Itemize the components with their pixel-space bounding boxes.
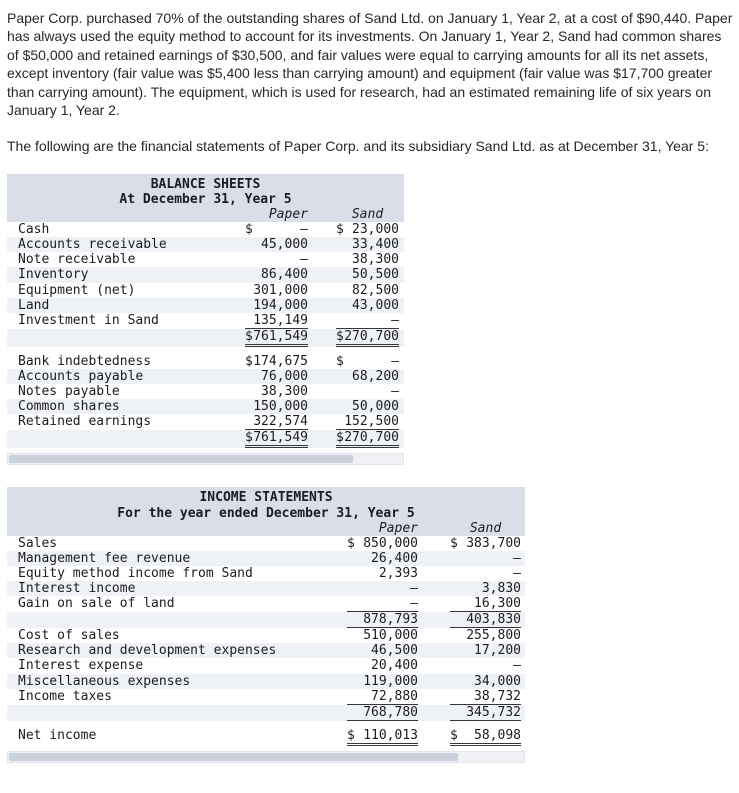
paper-amount-cell — [245, 283, 308, 298]
sand-amount-cell — [450, 612, 521, 628]
table-row — [7, 222, 404, 237]
balance-sheets-body — [7, 222, 404, 448]
currency-symbol: $ — [336, 353, 344, 369]
amount-value: 20,400 — [371, 658, 418, 674]
amount-value: — — [391, 384, 399, 400]
amount-value: — — [513, 550, 521, 566]
currency-symbol: $ — [336, 222, 344, 238]
table-row — [7, 384, 404, 399]
table-row — [7, 566, 525, 581]
sand-amount-cell — [336, 414, 399, 430]
table-row — [7, 551, 525, 566]
row-label: Note receivable — [18, 252, 136, 268]
amount-value: 850,000 — [363, 535, 418, 551]
horizontal-scrollbar[interactable] — [7, 751, 525, 763]
paper-amount-cell — [245, 222, 308, 237]
table-subtitle: For the year ended December 31, Year 5 — [117, 505, 415, 521]
amount-value: 50,000 — [352, 399, 399, 415]
row-label: Management fee revenue — [18, 550, 191, 566]
amount-value: 152,500 — [344, 414, 399, 430]
scrollbar-thumb[interactable] — [9, 455, 353, 463]
paper-amount-cell — [347, 658, 418, 673]
sand-amount-cell — [450, 536, 521, 551]
amount-value: — — [391, 312, 399, 328]
amount-value: 45,000 — [261, 237, 308, 253]
sand-amount-cell — [450, 596, 521, 612]
amount-value: 383,700 — [466, 535, 521, 551]
balance-sheets-table — [7, 174, 404, 466]
paper-amount-cell — [245, 252, 308, 267]
paper-amount-cell — [347, 689, 418, 705]
income-statements-table — [7, 487, 525, 763]
table-row — [7, 728, 525, 746]
row-label: Accounts receivable — [18, 237, 167, 253]
currency-symbol: $ — [347, 727, 355, 743]
row-label: Interest income — [18, 581, 136, 596]
amount-value: 68,200 — [352, 368, 399, 384]
paper-amount-cell — [347, 628, 418, 643]
row-label: Bank indebtedness — [18, 353, 152, 369]
paper-amount-cell — [347, 596, 418, 612]
sand-amount-cell — [450, 728, 521, 746]
sand-amount-cell — [450, 674, 521, 689]
table-row — [7, 283, 404, 298]
table-row — [7, 581, 525, 596]
section-gap — [7, 347, 404, 354]
table-row — [7, 612, 525, 628]
sand-amount-cell — [336, 298, 399, 313]
paper-amount-cell — [245, 354, 308, 369]
amount-value: 255,800 — [466, 628, 521, 644]
paper-amount-cell — [347, 566, 418, 581]
table-row — [7, 329, 404, 347]
paper-amount-cell — [245, 329, 308, 347]
table-row — [7, 674, 525, 689]
horizontal-scrollbar[interactable] — [7, 453, 404, 465]
amount-value: — — [410, 581, 418, 596]
sand-amount-cell — [336, 283, 399, 298]
amount-value: 34,000 — [474, 673, 521, 689]
row-label: Gain on sale of land — [18, 596, 175, 612]
table-row — [7, 369, 404, 384]
currency-symbol: $ — [347, 535, 355, 551]
table-row — [7, 596, 525, 612]
paper-amount-cell — [347, 536, 418, 551]
row-label: Cost of sales — [18, 628, 120, 644]
amount-value: — — [300, 252, 308, 268]
paper-amount-cell — [245, 414, 308, 430]
amount-value: — — [513, 565, 521, 581]
paper-amount-cell — [347, 705, 418, 721]
currency-symbol: $ — [245, 328, 253, 344]
sand-amount-cell — [336, 329, 399, 347]
table-row — [7, 658, 525, 673]
row-label: Sales — [18, 535, 58, 551]
row-label: Common shares — [18, 399, 120, 415]
amount-value: 26,400 — [371, 550, 418, 566]
amount-value: 43,000 — [352, 297, 399, 313]
sand-amount-cell — [336, 399, 399, 414]
row-label: Cash — [18, 222, 50, 238]
amount-value: 76,000 — [261, 368, 308, 384]
paper-amount-cell — [245, 267, 308, 282]
table-row — [7, 298, 404, 313]
amount-value: 761,549 — [253, 328, 308, 344]
section-gap — [7, 721, 525, 728]
sand-amount-cell — [336, 267, 399, 282]
amount-value: 38,300 — [261, 384, 308, 400]
amount-value: 270,700 — [344, 430, 399, 446]
amount-value: 761,549 — [253, 430, 308, 446]
table-row — [7, 643, 525, 658]
amount-value: 194,000 — [253, 297, 308, 313]
column-headers-row — [7, 207, 404, 222]
sand-column-header — [450, 521, 521, 536]
currency-symbol: $ — [245, 353, 253, 369]
amount-value: 403,830 — [466, 612, 521, 628]
sand-amount-cell — [450, 581, 521, 596]
row-label: Miscellaneous expenses — [18, 673, 191, 689]
table-row — [7, 237, 404, 252]
amount-value: 2,393 — [378, 565, 418, 581]
sand-amount-cell — [336, 369, 399, 384]
sand-amount-cell — [336, 430, 399, 448]
amount-value: 38,300 — [352, 252, 399, 268]
scrollbar-thumb[interactable] — [9, 753, 458, 761]
paper-column-header — [347, 521, 418, 536]
amount-value: 270,700 — [344, 328, 399, 344]
problem-statement-paragraph: Paper Corp. purchased 70% of the outstanding shares of Sand Ltd. on January 1, Year 2, at a cost of $90,440. Paper has always used the equity method to account for its investments. On January 1, Year 2, Sand had common shares of $50,000 and retained earnings of $30,500, and fair values were equal to carrying amounts for all its net assets, except inventory (fair value was $5,400 less than carrying amount) and equipment (fair value was $17,700 greater than carrying amount). The equipment, which is used for research, had an estimated remaining life of six years on January 1, Year 2. — [7, 10, 733, 119]
row-label: Equity method income from Sand — [18, 565, 253, 581]
currency-symbol: $ — [336, 328, 344, 344]
row-label: Notes payable — [18, 384, 120, 400]
paper-amount-cell — [347, 674, 418, 689]
amount-value: 119,000 — [363, 673, 418, 689]
sand-column-label: Sand — [469, 520, 502, 536]
amount-value: 301,000 — [253, 282, 308, 298]
row-label: Interest expense — [18, 658, 144, 674]
amount-value: 82,500 — [352, 282, 399, 298]
amount-value: 58,098 — [474, 727, 521, 743]
sand-amount-cell — [336, 313, 399, 329]
amount-value: 50,500 — [352, 267, 399, 283]
amount-value: 72,880 — [371, 688, 418, 704]
table-title: BALANCE SHEETS — [150, 176, 261, 192]
sand-amount-cell — [450, 689, 521, 705]
paper-amount-cell — [245, 369, 308, 384]
row-label: Investment in Sand — [18, 312, 159, 328]
row-label: Land — [18, 297, 50, 313]
amount-value: 135,149 — [253, 312, 308, 328]
currency-symbol: $ — [245, 430, 253, 446]
sand-amount-cell — [336, 252, 399, 267]
paper-amount-cell — [245, 399, 308, 414]
paper-column-label: Paper — [378, 520, 418, 536]
amount-value: 345,732 — [466, 704, 521, 720]
amount-value: 150,000 — [253, 399, 308, 415]
paper-amount-cell — [347, 612, 418, 628]
row-label: Equipment (net) — [18, 282, 136, 298]
amount-value: — — [300, 222, 308, 238]
amount-value: — — [513, 658, 521, 674]
amount-value: 38,732 — [474, 688, 521, 704]
sand-amount-cell — [450, 643, 521, 658]
table-bottom-padding — [7, 448, 404, 451]
sand-amount-cell — [450, 705, 521, 721]
row-label: Income taxes — [18, 688, 112, 704]
paper-amount-cell — [347, 643, 418, 658]
currency-symbol: $ — [450, 535, 458, 551]
table-row — [7, 313, 404, 329]
amount-value: 110,013 — [363, 727, 418, 743]
table-row — [7, 267, 404, 282]
sand-amount-cell — [450, 628, 521, 643]
amount-value: 23,000 — [352, 222, 399, 238]
income-statements-header — [7, 487, 525, 535]
balance-sheets-header — [7, 174, 404, 222]
column-headers-row — [7, 521, 525, 536]
table-row — [7, 628, 525, 643]
row-label: Inventory — [18, 267, 89, 283]
paper-column-label: Paper — [268, 207, 308, 223]
amount-value: 322,574 — [253, 414, 308, 430]
amount-value: 33,400 — [352, 237, 399, 253]
table-subtitle: At December 31, Year 5 — [119, 191, 292, 207]
currency-symbol: $ — [450, 727, 458, 743]
table-row — [7, 399, 404, 414]
row-label: Accounts payable — [18, 368, 144, 384]
sand-amount-cell — [336, 354, 399, 369]
amount-value: 510,000 — [363, 628, 418, 644]
paper-amount-cell — [245, 313, 308, 329]
amount-value: 768,780 — [363, 704, 418, 720]
paper-amount-cell — [347, 581, 418, 596]
row-label: Net income — [18, 727, 97, 743]
sand-amount-cell — [450, 566, 521, 581]
sand-amount-cell — [336, 237, 399, 252]
table-row — [7, 430, 404, 448]
paper-amount-cell — [245, 430, 308, 448]
row-label: Retained earnings — [18, 414, 152, 430]
currency-symbol: $ — [336, 430, 344, 446]
income-statements-body — [7, 536, 525, 746]
amount-value: 17,200 — [474, 643, 521, 659]
sand-column-label: Sand — [351, 207, 384, 223]
amount-value: 46,500 — [371, 643, 418, 659]
paper-amount-cell — [245, 384, 308, 399]
table-row — [7, 536, 525, 551]
paper-amount-cell — [347, 551, 418, 566]
amount-value: 174,675 — [253, 353, 308, 369]
currency-symbol: $ — [245, 222, 253, 238]
sand-amount-cell — [336, 384, 399, 399]
paper-amount-cell — [245, 237, 308, 252]
paper-column-header — [245, 207, 308, 222]
statements-intro-paragraph: The following are the financial statements of Paper Corp. and its subsidiary Sand Ltd. as at December 31, Year 5: — [7, 138, 709, 155]
table-row — [7, 414, 404, 430]
amount-value: 16,300 — [474, 596, 521, 612]
table-row — [7, 252, 404, 267]
amount-value: — — [410, 596, 418, 612]
amount-value: 3,830 — [481, 581, 521, 596]
table-row — [7, 705, 525, 721]
table-row — [7, 689, 525, 705]
paper-amount-cell — [245, 298, 308, 313]
sand-amount-cell — [336, 222, 399, 237]
amount-value: 86,400 — [261, 267, 308, 283]
amount-value: 878,793 — [363, 612, 418, 628]
sand-amount-cell — [450, 551, 521, 566]
table-bottom-padding — [7, 746, 525, 749]
table-title: INCOME STATEMENTS — [199, 490, 333, 506]
table-row — [7, 354, 404, 369]
amount-value: — — [391, 353, 399, 369]
row-label: Research and development expenses — [18, 643, 277, 659]
paper-amount-cell — [347, 728, 418, 746]
sand-column-header — [336, 207, 399, 222]
sand-amount-cell — [450, 658, 521, 673]
